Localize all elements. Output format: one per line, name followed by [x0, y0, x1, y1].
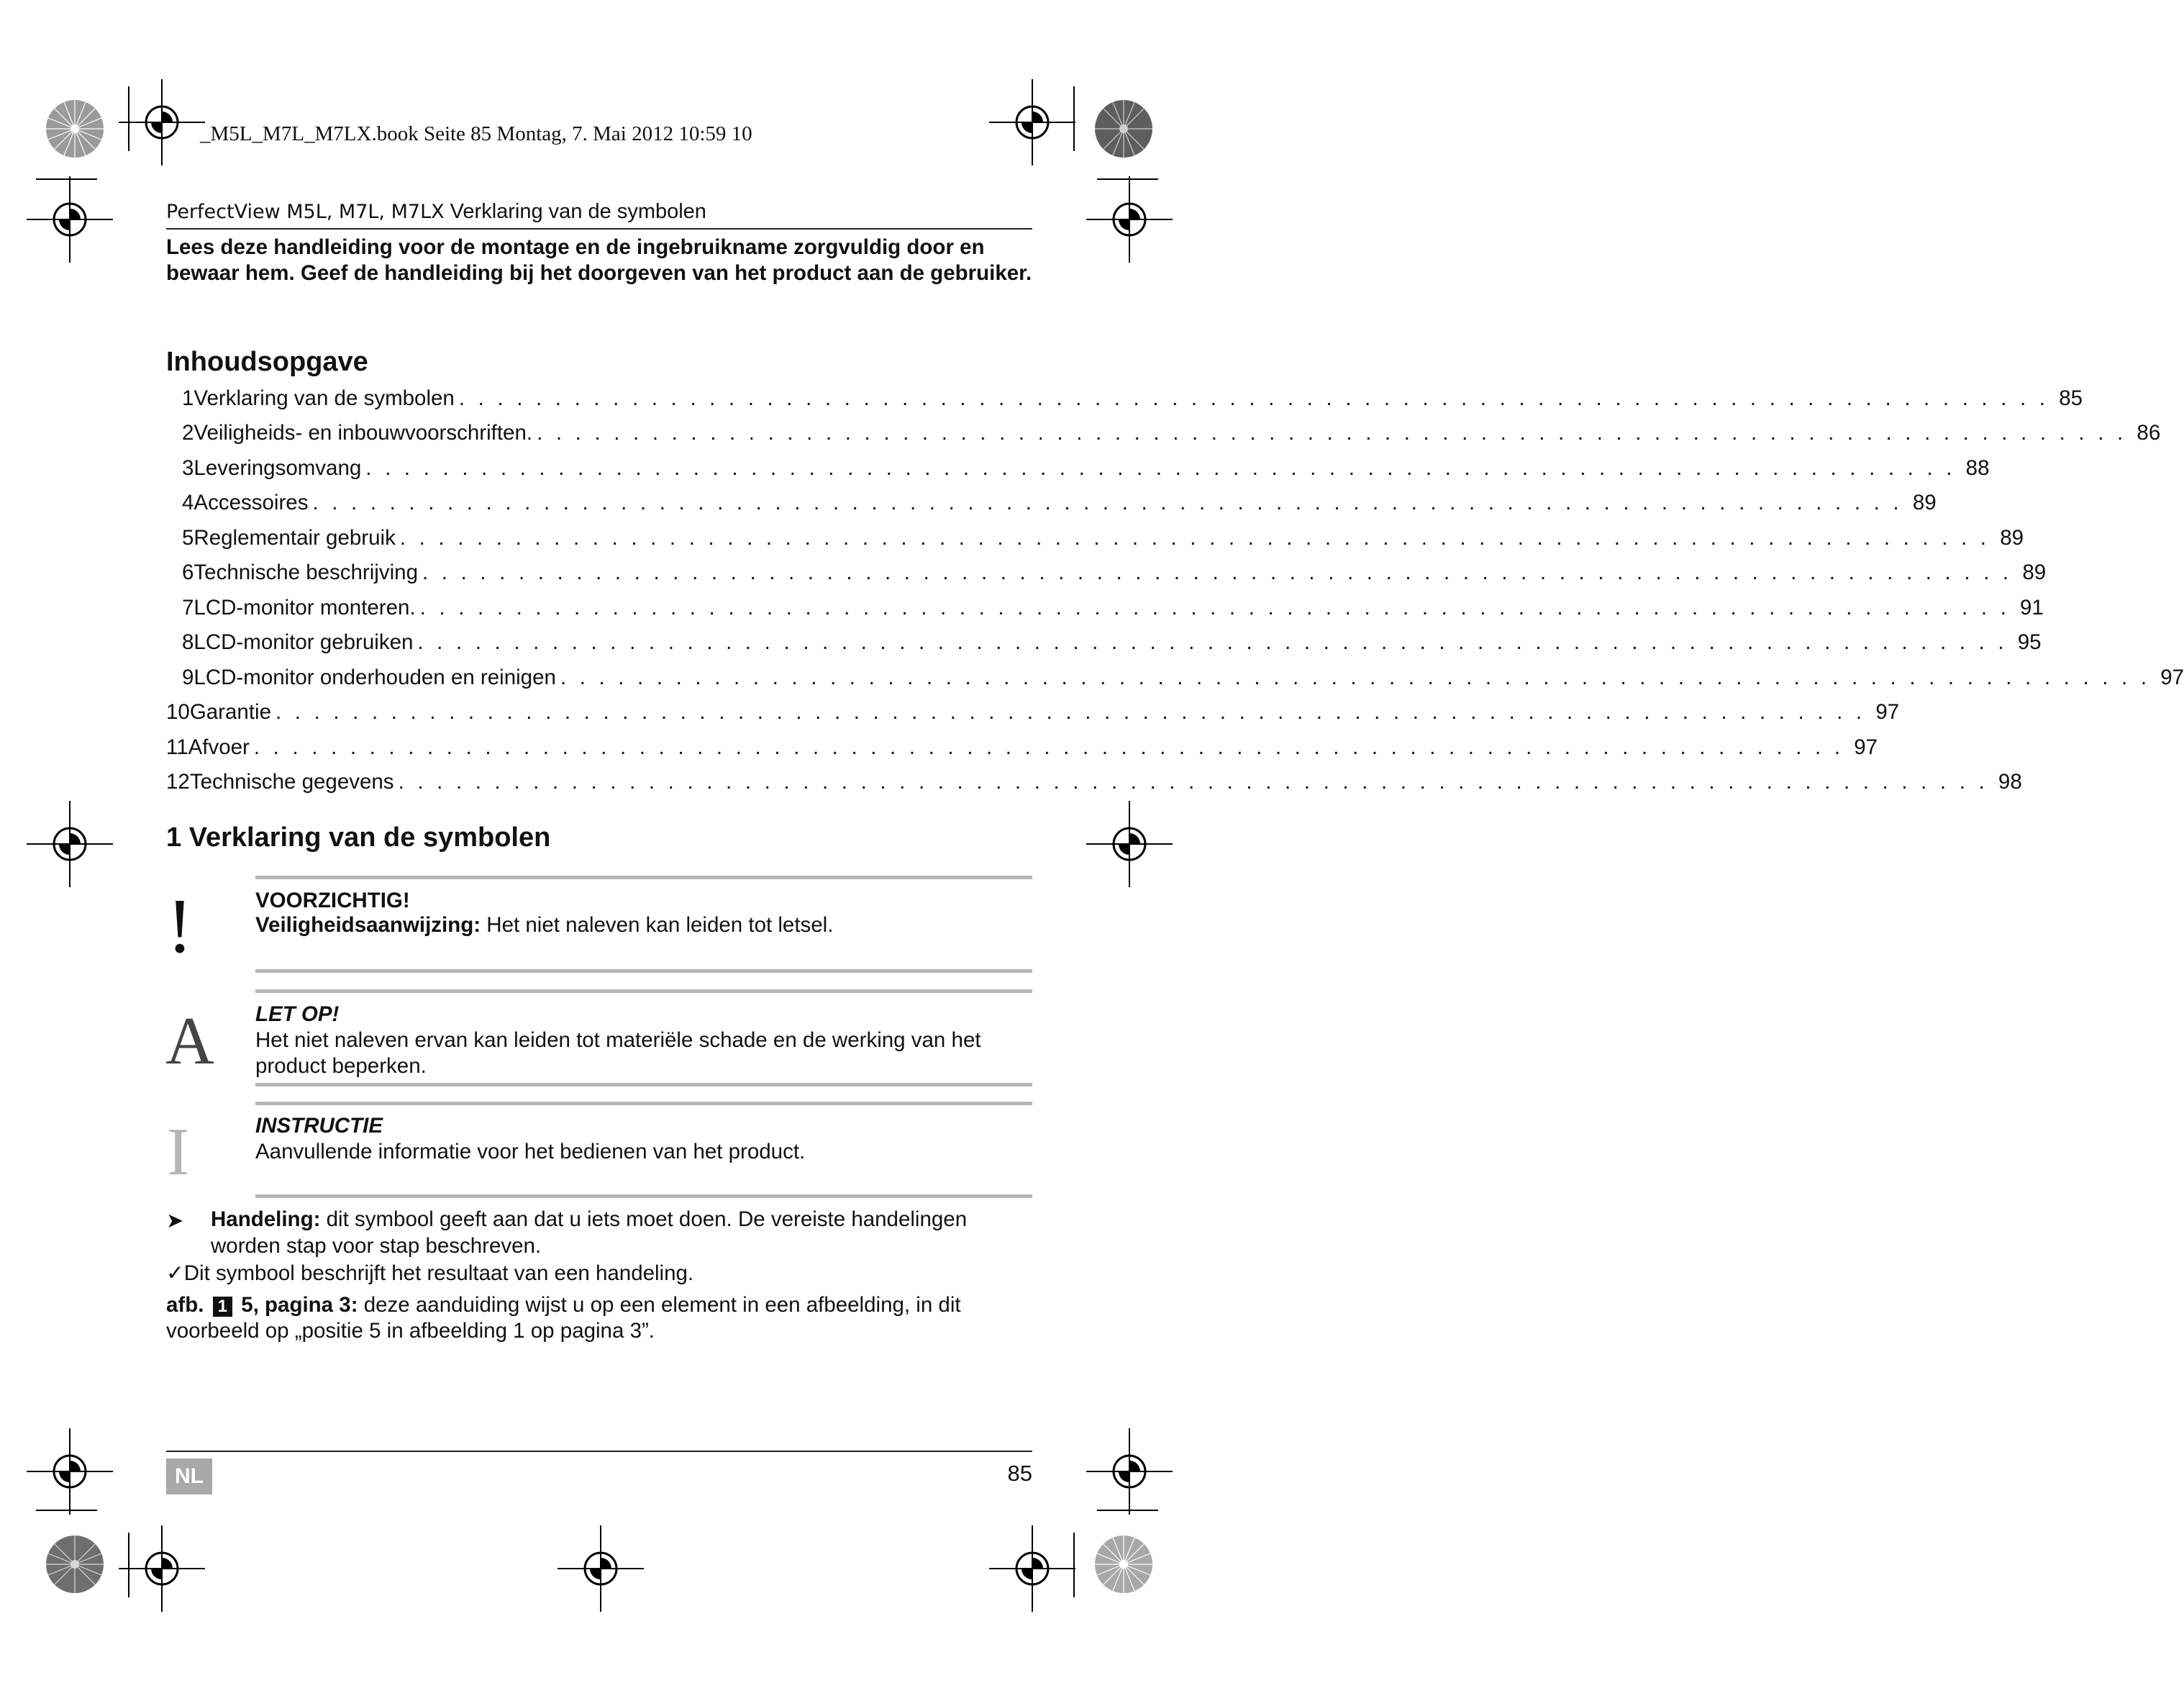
toc-item-6[interactable] — [182, 558, 2047, 587]
crop-mark — [1073, 86, 1075, 151]
toc-page: 89 — [1912, 491, 1937, 514]
language-badge: NL — [166, 1459, 212, 1494]
toc-page: 91 — [2020, 596, 2044, 620]
instruction-text: Aanvullende informatie voor het bedienen van het product. — [255, 1140, 806, 1163]
crop-mark — [1097, 1510, 1158, 1511]
crop-mark — [128, 86, 129, 151]
caution-exclamation-icon: ! — [167, 884, 193, 969]
toc-page: 95 — [2017, 630, 2042, 654]
toc-item-3[interactable] — [182, 454, 1990, 483]
registration-mark-icon — [27, 801, 113, 887]
print-rosette-icon — [45, 99, 105, 159]
toc-number: 7 — [182, 596, 194, 620]
notice-a-icon: A — [165, 1004, 214, 1079]
toc-number: 9 — [182, 666, 194, 689]
toc-number: 8 — [182, 630, 194, 654]
toc-page: 98 — [1998, 770, 2022, 794]
toc-item-8[interactable] — [182, 628, 2042, 657]
toc-number: 2 — [182, 421, 194, 445]
toc-number: 6 — [182, 561, 194, 584]
caution-body: Het niet naleven kan leiden tot letsel. — [481, 913, 834, 937]
toc-page: 88 — [1965, 456, 1990, 480]
toc-leader-dots: . . . . . . . . . . . . . . . . . . . . . . . . . . . . . . . . . . . . . . . . . . . . . . . . . . . . . . . . . . . . . . . . . . . . . . . . . . . . . . . . . . . — [417, 630, 2008, 654]
toc-page: 97 — [1875, 700, 1900, 724]
figure-ref-paragraph — [166, 1292, 1037, 1344]
registration-mark-icon — [558, 1525, 644, 1612]
crop-mark — [36, 178, 97, 180]
toc-page: 89 — [2022, 561, 2047, 584]
toc-number: 1 — [182, 386, 194, 410]
crop-mark — [1073, 1533, 1075, 1597]
toc-title: Garantie — [189, 700, 271, 724]
intro-paragraph: Lees deze handleiding voor de montage en de ingebruikname zorgvuldig door en bewaar hem. Geef de handleiding bij het doorgeven van het product aan de gebruiker. — [166, 235, 1032, 285]
toc-number: 11 — [166, 735, 188, 759]
toc-title: Accessoires — [194, 491, 309, 514]
toc-leader-dots: . . . . . . . . . . . . . . . . . . . . . . . . . . . . . . . . . . . . . . . . . . . . . . . . . . . . . . . . . . . . . . . . . . . . . . . . . . . . . . . . . . . — [399, 526, 1990, 550]
toc-item-4[interactable] — [182, 489, 1937, 517]
block-rule — [255, 876, 1032, 879]
notice-title: LET OP! — [255, 1002, 340, 1026]
print-rosette-icon — [1093, 99, 1154, 159]
print-rosette-icon — [1093, 1534, 1154, 1594]
action-paragraph — [211, 1206, 1038, 1259]
registration-mark-icon — [989, 1525, 1075, 1612]
toc-number: 10 — [166, 700, 190, 724]
toc-item-2[interactable] — [182, 419, 2161, 448]
crop-mark — [1097, 178, 1158, 180]
figure-ref-prefix: afb. — [166, 1293, 204, 1317]
action-label: Handeling: — [211, 1207, 321, 1231]
toc-title: Verklaring van de symbolen — [194, 386, 455, 410]
toc-item-7[interactable] — [182, 594, 2044, 622]
toc-leader-dots: . . . . . . . . . . . . . . . . . . . . . . . . . . . . . . . . . . . . . . . . . . . . . . . . . . . . . . . . . . . . . . . . . . . . . . . . . . . . . . . . . . . — [312, 491, 1903, 514]
toc-page: 97 — [1854, 735, 1878, 759]
toc-leader-dots: . . . . . . . . . . . . . . . . . . . . . . . . . . . . . . . . . . . . . . . . . . . . . . . . . . . . . . . . . . . . . . . . . . . . . . . . . . . . . . . . . . . — [253, 735, 1844, 759]
section-heading: 1 Verklaring van de symbolen — [166, 822, 551, 853]
toc-item-5[interactable] — [182, 524, 2024, 553]
toc-page: 85 — [2059, 386, 2083, 410]
toc-leader-dots: . . . . . . . . . . . . . . . . . . . . . . . . . . . . . . . . . . . . . . . . . . . . . . . . . . . . . . . . . . . . . . . . . . . . . . . . . . . . . . . . . . . — [398, 770, 1988, 794]
toc-title: Reglementair gebruik — [194, 526, 396, 550]
toc-number: 12 — [166, 770, 190, 794]
registration-mark-icon — [1086, 1428, 1173, 1515]
toc-number: 4 — [182, 491, 194, 514]
page-number: 85 — [1007, 1461, 1032, 1486]
block-rule — [255, 1083, 1032, 1087]
toc-item-12[interactable] — [166, 768, 2022, 797]
footer-rule — [166, 1451, 1032, 1452]
toc-item-1[interactable] — [182, 384, 2083, 413]
block-rule — [255, 1194, 1032, 1198]
action-arrow-icon: ➤ — [166, 1210, 184, 1233]
toc-title: Technische beschrijving — [194, 561, 418, 584]
toc-title: LCD-monitor onderhouden en reinigen — [194, 666, 556, 689]
figure-ref-text: deze aanduiding wijst u op een element in een afbeelding, in dit voorbeeld op „positie 5 in afbeelding 1 op pagina 3”. — [166, 1293, 961, 1343]
figure-ref-suffix: 5, pagina 3: — [241, 1293, 358, 1317]
registration-mark-icon — [119, 79, 205, 165]
toc-leader-dots: . . . . . . . . . . . . . . . . . . . . . . . . . . . . . . . . . . . . . . . . . . . . . . . . . . . . . . . . . . . . . . . . . . . . . . . . . . . . . . . . . . . — [560, 666, 2151, 689]
toc-number: 5 — [182, 526, 194, 550]
toc-heading: Inhoudsopgave — [166, 347, 368, 377]
running-header — [166, 200, 1032, 230]
toc-title: Leveringsomvang — [194, 456, 362, 480]
toc-title: LCD-monitor monteren. — [194, 596, 416, 620]
caution-label: Veiligheidsaanwijzing: — [255, 913, 481, 937]
caution-title: VOORZICHTIG! — [255, 889, 410, 912]
print-rosette-icon — [45, 1534, 105, 1594]
toc-title: LCD-monitor gebruiken — [194, 630, 414, 654]
toc-item-11[interactable] — [166, 733, 1878, 762]
toc-page: 97 — [2160, 666, 2184, 689]
instruction-i-icon: I — [167, 1115, 190, 1189]
toc-leader-dots: . . . . . . . . . . . . . . . . . . . . . . . . . . . . . . . . . . . . . . . . . . . . . . . . . . . . . . . . . . . . . . . . . . . . . . . . . . . . . . . . . . . — [419, 596, 2011, 620]
toc-item-10[interactable] — [166, 698, 1900, 727]
registration-mark-icon — [989, 79, 1075, 165]
crop-mark — [36, 1510, 97, 1511]
toc-leader-dots: . . . . . . . . . . . . . . . . . . . . . . . . . . . . . . . . . . . . . . . . . . . . . . . . . . . . . . . . . . . . . . . . . . . . . . . . . . . . . . . . . . . — [422, 561, 2013, 584]
toc-title: Afvoer — [188, 735, 250, 759]
block-rule — [255, 1102, 1032, 1105]
crop-mark — [128, 1533, 129, 1597]
toc-number: 3 — [182, 456, 194, 480]
block-rule — [255, 969, 1032, 973]
registration-mark-icon — [1086, 801, 1173, 887]
toc-item-9[interactable] — [182, 663, 2184, 692]
instruction-title: INSTRUCTIE — [255, 1114, 383, 1138]
figure-number-badge: 1 — [213, 1297, 232, 1317]
toc-title: Technische gegevens — [189, 770, 394, 794]
caution-text — [255, 912, 1036, 938]
check-icon: ✓ — [166, 1261, 184, 1285]
toc-leader-dots: . . . . . . . . . . . . . . . . . . . . . . . . . . . . . . . . . . . . . . . . . . . . . . . . . . . . . . . . . . . . . . . . . . . . . . . . . . . . . . . . . . . — [275, 700, 1866, 724]
header-product: PerfectView M5L, M7L, M7LX — [166, 201, 445, 223]
book-slug-line: _M5L_M7L_M7LX.book Seite 85 Montag, 7. Mai 2012 10:59 10 — [200, 122, 752, 145]
toc-leader-dots: . . . . . . . . . . . . . . . . . . . . . . . . . . . . . . . . . . . . . . . . . . . . . . . . . . . . . . . . . . . . . . . . . . . . . . . . . . . . . . . . . . . — [537, 421, 2127, 445]
notice-text: Het niet naleven ervan kan leiden tot materiële schade en de werking van het product beperken. — [255, 1028, 981, 1078]
registration-mark-icon — [27, 176, 113, 263]
result-text: Dit symbool beschrijft het resultaat van een handeling. — [183, 1261, 694, 1285]
header-section: Verklaring van de symbolen — [450, 200, 706, 223]
toc-title: Veiligheids- en inbouwvoorschriften. — [194, 421, 533, 445]
registration-mark-icon — [119, 1525, 205, 1612]
toc-page: 89 — [2000, 526, 2024, 550]
toc-page: 86 — [2137, 421, 2161, 445]
registration-mark-icon — [1086, 176, 1173, 263]
result-paragraph — [166, 1260, 1037, 1287]
toc-leader-dots: . . . . . . . . . . . . . . . . . . . . . . . . . . . . . . . . . . . . . . . . . . . . . . . . . . . . . . . . . . . . . . . . . . . . . . . . . . . . . . . . . . . — [458, 386, 2049, 410]
block-rule — [255, 989, 1032, 993]
registration-mark-icon — [27, 1428, 113, 1515]
toc-leader-dots: . . . . . . . . . . . . . . . . . . . . . . . . . . . . . . . . . . . . . . . . . . . . . . . . . . . . . . . . . . . . . . . . . . . . . . . . . . . . . . . . . . . — [365, 456, 1956, 480]
action-text: dit symbool geeft aan dat u iets moet doen. De vereiste handelingen worden stap voor stap beschreven. — [211, 1207, 968, 1258]
